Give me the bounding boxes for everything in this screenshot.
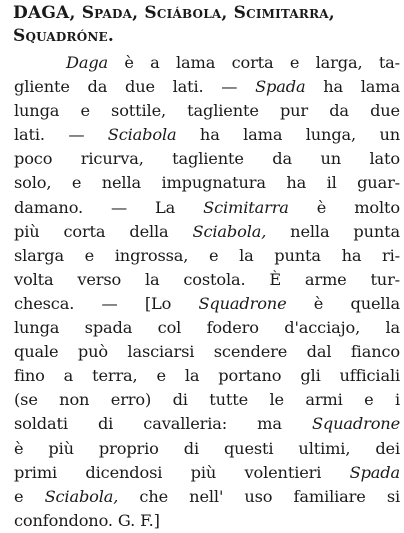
text-run: chesca. — [Lo [14, 293, 199, 313]
text-line [14, 147, 400, 171]
italic-term: Squadrone [311, 414, 400, 434]
heading-separator: , [328, 3, 335, 23]
italic-term: Daga [66, 53, 109, 72]
text-line [14, 51, 400, 75]
text-run: ha lama [305, 77, 400, 97]
text-run: slarga e ingrossa, e la punta ha ri- [14, 245, 400, 265]
text-line [14, 316, 400, 340]
heading-separator: , [221, 3, 234, 23]
text-line [14, 244, 400, 268]
text-run: confondono. G. F.] [14, 510, 160, 530]
text-line [14, 509, 400, 533]
italic-term: Sciabola [107, 125, 177, 145]
heading-period: . [107, 26, 115, 46]
text-run: che nell' uso familiare si [118, 486, 400, 506]
heading-term-scimitarra: Scimitarra [233, 3, 329, 23]
text-run: nella punta [266, 221, 400, 241]
text-run: è molto [288, 197, 400, 217]
heading-term-sciabola: Sciábola [144, 3, 222, 23]
heading-term-squadrone: Squadróne [13, 26, 108, 46]
text-line [14, 75, 400, 99]
heading-term-daga: DAGA [13, 3, 70, 23]
italic-term: Sciabola, [44, 486, 119, 506]
text-line [14, 340, 400, 364]
text-run: lati. — [14, 125, 108, 145]
text-line [14, 461, 400, 485]
italic-term: Sciabola, [192, 221, 267, 241]
text-run: damano. — La [14, 197, 204, 217]
text-run: lunga spada col fodero d'acciajo, la [14, 318, 400, 338]
text-line [14, 123, 400, 147]
text-line [14, 388, 400, 412]
text-run: solo, e nella impugnatura ha il guar- [14, 173, 400, 193]
text-run: è quella [286, 293, 400, 313]
text-run: soldati di cavalleria: ma [14, 414, 312, 434]
italic-term: Scimitarra [203, 197, 289, 217]
text-line [14, 171, 400, 195]
text-run: (se non erro) di tutte le armi e i [14, 390, 400, 410]
text-line [14, 292, 400, 316]
heading-separator: , [69, 3, 82, 23]
text-run: è a lama corta e larga, ta- [108, 53, 400, 72]
text-run: fino a terra, e la portano gli ufficiali [14, 366, 400, 386]
text-run: quale può lasciarsi scendere dal fianco [14, 342, 400, 362]
text-line [14, 412, 400, 436]
text-run: volta verso la costola. È arme tur- [14, 269, 400, 289]
text-run: ha lama lunga, un [176, 125, 400, 145]
entry-body [14, 51, 400, 533]
text-line [14, 485, 400, 509]
text-run: più corta della [14, 221, 193, 241]
text-line [14, 196, 400, 220]
text-run: primi dicendosi più volentieri [14, 462, 350, 482]
text-run: poco ricurva, tagliente da un lato [14, 149, 400, 169]
heading-separator: , [132, 3, 145, 23]
text-run: è più proprio di questi ultimi, dei [14, 438, 400, 458]
text-line [14, 220, 400, 244]
italic-term: Spada [349, 462, 400, 482]
italic-term: Squadrone [198, 293, 287, 313]
text-line [14, 99, 400, 123]
text-run: lunga e sottile, tagliente pur da due [14, 101, 400, 121]
text-run: e [14, 486, 45, 506]
heading-term-spada: Spada [81, 3, 133, 23]
text-line [14, 364, 400, 388]
text-line [14, 268, 400, 292]
text-line [14, 437, 400, 461]
italic-term: Spada [255, 77, 306, 97]
entry-heading [13, 2, 393, 48]
text-run: gliente da due lati. — [14, 77, 256, 97]
